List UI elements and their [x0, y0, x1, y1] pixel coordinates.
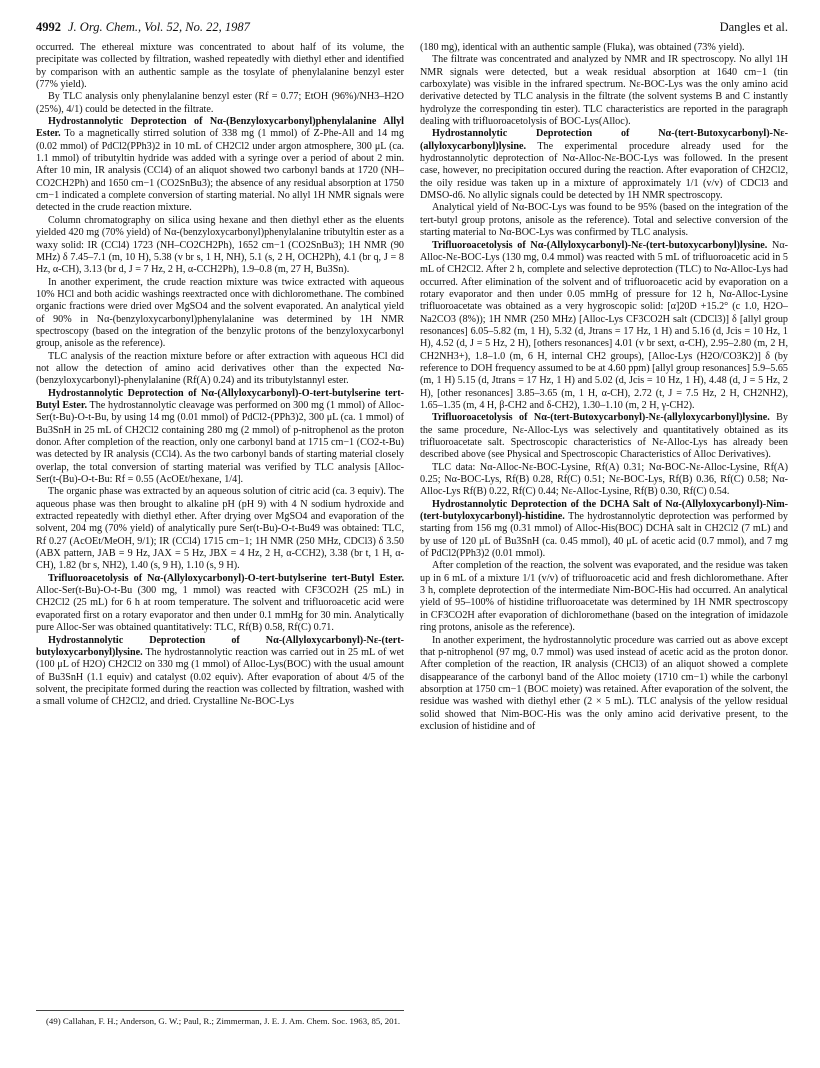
section-heading: Hydrostannolytic Deprotection of Nα-(tert-Butoxycarbonyl)-Nε-(allyloxycarbonyl)lysine.: [420, 128, 788, 152]
section-heading: Trifluoroacetolysis of Nα-(Allyloxycarbonyl)-Nε-(tert-butoxycarbonyl)lysine.: [432, 239, 768, 251]
footnote: (49) Callahan, F. H.; Anderson, G. W.; Paul, R.; Zimmerman, J. E. J. Am. Chem. Soc. 1963, 85, 201.: [46, 1016, 401, 1026]
section-heading: Trifluoroacetolysis of Nα-(Allyloxycarbonyl)-O-tert-butylserine tert-Butyl Ester.: [48, 572, 404, 584]
running-authors: Dangles et al.: [719, 20, 788, 34]
page-number: 4992: [36, 20, 61, 34]
section-paragraph: [420, 128, 788, 202]
paragraph: The filtrate was concentrated and analyzed by NMR and IR spectroscopy. No allyl 1H NMR signals were detected, but a weak residual absorption at 1640 cm−1 (tin carboxylate) was visible in the infrared spectrum. Nε-BOC-Lys was the only amino acid derivative detected by TLC analysis in the filtrate (the solvent systems B and C instantly hydrolyze the corresponding tin ester). TLC characteristics are reported in the paragraph dealing with trifluoroacetolysis of BOC-Lys(Alloc).: [420, 54, 788, 128]
section-paragraph: [36, 573, 404, 635]
section-paragraph: [420, 240, 788, 413]
section-heading: Hydrostannolytic Deprotection of Nα-(Allyloxycarbonyl)-Nε-(tert-butyloxycarbonyl)lysine.: [36, 634, 404, 658]
paragraph: In another experiment, the crude reaction mixture was twice extracted with aqueous 10% HCl and both acidic washings reextracted once with dichloromethane. The combined organic fractions were dried over MgSO4 and the solvent evaporated. An analytical yield of 90% in Nα-(benzyloxycarbonyl)phenylalanine was determined by 1H NMR spectroscopy (based on the integration of the benzylic protons of the benzyloxycarbonyl group, anisole as the reference).: [36, 276, 404, 350]
paragraph-body: Alloc-Ser(t-Bu)-O-t-Bu (300 mg, 1 mmol) was reacted with CF3CO2H (25 mL) in CH2Cl2 (25 mL) for 6 h at room temperature. The solvent and trifluoroacetic acid were evaporated first on a rotary evaporator and then under 0.1 mmHg for 30 min. Analytically pure Alloc-Ser was obtained quantitatively: TLC, Rf(B) 0.58, Rf(C) 0.71.: [36, 585, 404, 634]
paragraph: In another experiment, the hydrostannolytic procedure was carried out as above except that p-nitrophenol (97 mg, 0.7 mmol) was used instead of acetic acid as the proton donor. After completion of the reaction, IR analysis (CHCl3) of an aliquot showed a complete disappearance of the carbonyl band of the Alloc moiety (1710 cm−1) while the carbonyl absorption at 1750 cm−1 (BOC moiety) was retained. After evaporation of the solvent, the residue was washed with diethyl ether (2 × 5 mL). TLC analysis of the yellow residual solid showed that Nim-BOC-His was the only amino acid derivative present, to the exclusion of histidine and of: [420, 634, 788, 732]
section-heading: Trifluoroacetolysis of Nα-(tert-Butoxycarbonyl)-Nε-(allyloxycarbonyl)lysine.: [432, 412, 770, 424]
section-paragraph: [36, 116, 404, 215]
paragraph: TLC data: Nα-Alloc-Nε-BOC-Lysine, Rf(A) 0.31; Nα-BOC-Nε-Alloc-Lysine, Rf(A) 0.25; Nα-BOC-Lys, Rf(B) 0.28, Rf(C) 0.51; Nε-BOC-Lys, Rf(B) 0.36, Rf(C) 0.58; Nα-Alloc-Lys Rf(B) 0.22, Rf(C) 0.44; Nε-Alloc-Lysine, Rf(B) 0.30, Rf(C) 0.54.: [420, 461, 788, 498]
left-column: [36, 42, 404, 709]
section-heading: Hydrostannolytic Deprotection of the DCHA Salt of Nα-(Allyloxycarbonyl)-Nim-(tert-butyloxycarbonyl)-histidine.: [420, 498, 788, 523]
paragraph: Analytical yield of Nα-BOC-Lys was found to be 95% (based on the integration of the tert-butyl group protons, anisole as the reference). Total and selective conversion of the starting material to Nα-BOC-Lys was confirmed by TLC analysis.: [420, 202, 788, 239]
paragraph-body: The hydrostannolytic deprotection was performed by starting from 156 mg (0.31 mmol) of Alloc-His(BOC) DCHA salt in CH2Cl2 (7 mL) and by use of 120 μL of Bu3SnH (ca. 0.45 mmol), 40 μL of acetic acid (0.7 mmol), and 7 mg of PdCl2(PPh3)2 (0.01 mmol).: [420, 511, 788, 560]
paragraph: By TLC analysis only phenylalanine benzyl ester (Rf = 0.77; EtOH (96%)/NH3–H2O (25%), 4/1) could be detected in the filtrate.: [36, 91, 404, 115]
paragraph: TLC analysis of the reaction mixture before or after extraction with aqueous HCl did not allow the detection of amino acid derivatives other than the expected Nα-(benzyloxycarbonyl)-phenylalanine (Rf(A) 0.24) and its tributylstannyl ester.: [36, 350, 404, 387]
paragraph: Column chromatography on silica using hexane and then diethyl ether as the eluents yielded 420 mg (70% yield) of Nα-(benzyloxycarbonyl)phenylalanine tributyltin ester as a waxy solid: IR (CCl4) 1723 (NH–CO2CH2Ph), 1652 cm−1 (CO2SnBu3); 1H NMR (90 MHz) δ 7.45–7.1 (m, 10 H), 5.38 (v br s, 1 H, NH), 5.1 (s, 2 H, OCH2Ph), 4.1 (br q, J = 8 Hz, α-CH), 3.13 (br d, J = 7 Hz, 2 H, α-CCH2Ph), 1.9–0.8 (m, 27 H, Bu3Sn).: [36, 214, 404, 276]
paragraph-body: To a magnetically stirred solution of 338 mg (1 mmol) of Z-Phe-All and 14 mg (0.02 mmol) of PdCl2(PPh3)2 in 10 mL of CH2Cl2 under argon atmosphere, 300 μL (ca. 1.1 mmol) of tributyltin hydride was added with a syringe over a period of about 2 min. After 10 min, IR analysis (CCl4) of an aliquot showed two carbonyl bands at 1720 (NH–CO2CH2Ph) and 1650 cm−1 (CO2SnBu3); the absence of any residual absorption at 1750 cm−1 indicated a complete conversion of starting material. No allyl 1H NMR signals were detected in the crude reaction mixture.: [36, 128, 404, 214]
paragraph: occurred. The ethereal mixture was concentrated to about half of its volume, the precipitate was collected by filtration, washed repeatedly with diethyl ether and identified by comparison with an authentic sample as the tosylate of phenylalanine benzyl ester (77% yield).: [36, 42, 404, 91]
paragraph: The organic phase was extracted by an aqueous solution of citric acid (ca. 3 equiv). The aqueous phase was then brought to alkaline pH (pH 9) with 4 N sodium hydroxide and extracted repeatedly with diethyl ether. After drying over MgSO4 and evaporation of the solvent, 204 mg (70% yield) of analytically pure Ser(t-Bu)-O-t-Bu49 was obtained: TLC, Rf 0.27 (AcOEt/MeOH, 9/1); IR (CCl4) 1715 cm−1; 1H NMR (250 MHz, CDCl3) δ 3.50 (ABX pattern, JAB = 9 Hz, JAX = 5 Hz, JBX = 4 Hz, 2 H, α-CCH2), 3.38 (br t, 1 H, α-CH), 1.82 (br s, NH2), 1.40 (s, 9 H), 1.10 (s, 9 H).: [36, 486, 404, 572]
section-heading: Hydrostannolytic Deprotection of Nα-(Allyloxycarbonyl)-O-tert-butylserine tert-Butyl Ester.: [36, 387, 404, 411]
paragraph-body: Nα-Alloc-Nε-BOC-Lys (130 mg, 0.4 mmol) was reacted with 5 mL of trifluoroacetic acid in 5 mL of CH2Cl2. After 2 h, complete and selective deprotection (TLC) to Nα-Alloc-Lys had occurred. After elimination of the solvent and of trifluoroacetic acid by evaporation on a rotary evaporator and then under 0.05 mmHg of pressure for 12 h, Nα-Alloc-Lysine trifluoroacetate was obtained as a very hygroscopic solid: [α]20D +15.2° (c 1.0, H2O–Na2CO3 (8%)); 1H NMR (250 MHz) [Alloc-Lys CF3CO2H salt (CDCl3)] δ [allyl group resonances] 6.05–5.82 (m, 1 H), 5.32 (d, Jtrans = 17 Hz, 1 H) and 5.16 (d, Jcis = 10 Hz, 1 H), 4.52 (d, J = 5 Hz, 2 H), [others resonances] 4.01 (v br sext, α-CH), 2.95–2.80 (m, 2 H, CH2NH3+), 1.8–1.0 (m, 6 H, internal CH2 groups), [Alloc-Lys (H2O/CO3K2)] δ (by reference to DOH frequency assumed to be at 4.60 ppm) [allyl group resonances] 5.9–5.65 (m, 1 H) 5.15 (d, Jtrans = 17 Hz, 1 H) and 5.02 (d, Jcis = 10 Hz, 1 H), 4.48 (d, J = 5 Hz, 2 H), [other resonances] 3.85–3.65 (m, 1 H, α-CH), 2.72 (t, J = 7.5 Hz, 2 H, CH2NH2), 1.65–1.35 (m, 4 H, β-CH2 and δ-CH2), 1.30–1.10 (m, 2 H, γ-CH2).: [420, 239, 788, 411]
paragraph-body: The experimental procedure already used for the hydrostannolytic deprotection of Nα-Alloc-Nε-BOC-Lys was followed. In the present case, however, no precipitation occured during the reaction. After evaporation of CH2Cl2, the oily residue was taken up in a mixture of approximately 1/1 (v/v) of CDCl3 and DMSO-d6. No allylic signals could be detected by 1H NMR spectroscopy.: [420, 140, 788, 202]
section-paragraph: [36, 635, 404, 709]
paragraph-body: By the same procedure, Nε-Alloc-Lys was selectively and quantitatively obtained as its trifluoroacetate salt. Spectroscopic characteristics of Nε-Alloc-Lys has already been described above (see Physical and Spectroscopic Characteristics of Alloc Derivatives).: [420, 412, 788, 461]
paragraph: (180 mg), identical with an authentic sample (Fluka), was obtained (73% yield).: [420, 42, 745, 53]
section-paragraph: [420, 499, 788, 561]
paragraph-body: The hydrostannolytic reaction was carried out in 25 mL of wet (100 μL of H2O) CH2Cl2 on 330 mg (1 mmol) of Alloc-Lys(BOC) with the usual amount of Bu3SnH (1.1 equiv) and catalyst (0.02 equiv). After evaporation of about 4/5 of the solvent, the precipitate formed during the reaction was collected by filtration, washed with a small volume of CH2Cl2, and dried. Crystalline Nε-BOC-Lys: [36, 646, 404, 708]
right-column: [420, 42, 788, 733]
journal-citation: J. Org. Chem., Vol. 52, No. 22, 1987: [68, 20, 250, 34]
section-paragraph: [36, 388, 404, 487]
section-heading: Hydrostannolytic Deprotection of Nα-(Benzyloxycarbonyl)phenylalanine Allyl Ester.: [36, 116, 404, 140]
paragraph: After completion of the reaction, the solvent was evaporated, and the residue was taken up in 6 mL of a mixture 1/1 (v/v) of trifluoroacetic acid and fresh dichloromethane. After 3 h, complete deprotection of the intermediate Nim-BOC-His had occurred. An analytical yield of 95–100% of histidine trifluoroacetate was determined by 1H NMR spectroscopy in CF3CO2H after evaporation of dichloromethane (based on the integration of imidazole ring protons, anisole as the reference).: [420, 560, 788, 634]
running-header: [36, 20, 788, 36]
paragraph-body: The hydrostannolytic cleavage was performed on 300 mg (1 mmol) of Alloc-Ser(t-Bu)-O-t-Bu, by using 14 mg (0.01 mmol) of PdCl2-(PPh3)2, 300 μL (ca. 1 mmol) of Bu3SnH in 25 mL of CH2Cl2 containing 280 mg (2 mmol) of p-nitrophenol as the proton donor. After completion of the reaction, only one carbonyl band at 1715 cm−1 (CO2-t-Bu) was detected by IR analysis (CCl4). As the two carbonyl bands of starting material closely overlap, the total conversion of starting material was verified by TLC analysis [Alloc-Ser(t-(Bu)-O-t-Bu: Rf = 0.55 (AcOEt/hexane, 1/4].: [36, 399, 404, 486]
section-paragraph: [420, 412, 788, 461]
footnote-divider: [36, 1010, 404, 1011]
